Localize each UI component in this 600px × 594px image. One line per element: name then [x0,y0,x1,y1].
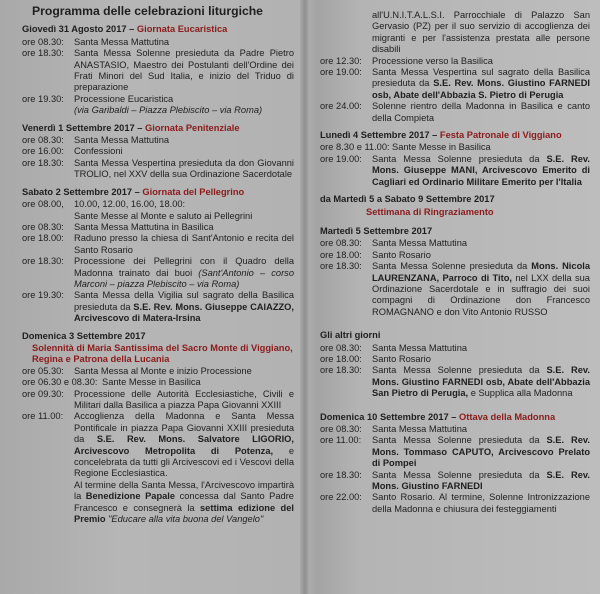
event-desc [74,290,294,324]
award-recipient: all'U.N.I.T.A.L.S.I. Parrocchiale di Palazzo San Gervasio (PZ) per il suo servizio di accoglienza dei migranti e per l'assistenza prestata alle persone disabili [372,10,590,55]
celebrant: S.E. Rev. Mons. Giustino FARNEDI [372,469,590,492]
event-text: Accoglienza della Madonna e Santa Messa Pontificale in piazza Papa Giovanni XXIII presieduta da [74,411,294,445]
event-row [22,256,294,290]
event-row [320,154,590,188]
event-row [22,411,294,479]
event-desc: Processione Eucaristica [74,93,174,104]
event-row [320,365,590,399]
event-desc [372,470,590,493]
day-heading: Martedì 5 Settembre 2017 [320,225,433,236]
event-desc: Santa Messa al Monte e inizio Processione [74,365,252,376]
event-desc: Santa Messa Vespertina presieduta da don Giovanni TROLIO, nel XXV della sua Ordinazione Sacerdotale [74,157,294,180]
event-time: ore 18.30: [22,256,64,267]
day-monday-4 [320,130,590,188]
event-text: Santa Messa Solenne presieduta da [372,261,528,272]
event-row [22,37,294,48]
feast-name: Giornata Eucaristica [136,24,228,35]
event-desc: Solenne rientro della Madonna in Basilica e canto della Compieta [372,101,590,123]
week-name: Settimana di Ringraziamento [366,206,494,217]
event-time: ore 08.30: [22,221,64,232]
event-text: Santa Messa Solenne presieduta da [372,153,540,164]
event-text: Santa Messa Solenne presieduta da [372,435,540,446]
day-date: Venerdì 1 Settembre 2017 [22,122,135,133]
event-desc [74,256,294,290]
event-desc: Santa Messa Mattutina [74,135,170,146]
day-heading: Gli altri giorni [320,330,381,341]
award-edition: settima edizione del Premio [74,502,294,525]
event-time: ore 06.30 e 08.30: [22,377,98,388]
day-friday-1 [22,123,294,181]
event-row [22,290,294,324]
event-row [22,158,294,181]
event-row [22,377,294,388]
day-sunday-3 [22,331,294,526]
event-row [320,492,590,515]
event-time: ore 18.30: [22,157,64,168]
event-desc [372,67,590,101]
event-time: ore 08.30: [320,238,362,249]
event-row [22,366,294,377]
feast-name: Solennità di Maria Santissima del Sacro Monte di Viggiano, Regina e Patrona della Lucania [32,342,293,365]
celebrant: S.E. Rev. Mons. Salvatore LIGORIO, Arcivescovo Metropolita di Potenza, [74,434,294,456]
event-text: nel LXX della sua Ordinazione Sacerdotale e in suffragio dei suoi compagni di Ordinazione don Francesco ROMAGNANO e don Vito Antonio RUSSO [372,272,590,317]
event-time: ore 08.30: [22,36,64,47]
event-time: ore 18.00: [320,353,362,364]
event-time: ore 18.00: [320,249,362,260]
event-row [320,250,590,261]
event-desc [372,435,590,469]
day-thursday-31 [22,24,294,116]
event-time: ore 09.30: [22,388,64,399]
event-desc: Sante Messe in Basilica [392,142,491,153]
event-time: ore 12.30: [320,55,362,66]
day-sunday-10 [320,412,590,516]
celebrant: Mons. Nicola LAURENZANA, Parroco di Tito, [372,261,590,283]
event-desc: Santa Messa Mattutina [372,342,468,353]
day-date: Domenica 10 Settembre 2017 [320,411,449,422]
event-desc: Santa Messa Mattutina [74,36,170,47]
event-row [320,101,590,124]
event-time: ore 19.30: [22,93,64,104]
left-column [22,6,294,531]
event-row [320,424,590,435]
event-row [320,470,590,493]
event-text: Santa Messa Vespertina sul sagrato della Basilica presieduta da [372,67,590,89]
week-range: da Martedì 5 a Sabato 9 Settembre 2017 [320,194,495,205]
event-time: ore 18.30: [320,365,362,376]
celebrant: S.E. Rev. Mons. Giustino FARNEDI osb, Abate dell'Abbazia San Pietro di Perugia, [372,365,590,399]
event-desc [372,154,590,188]
day-heading: Domenica 3 Settembre 2017 [22,330,146,341]
event-row [22,389,294,412]
celebrant: S.E. Rev. Mons. Giuseppe MANI, Arcivescovo Emerito di Cagliari ed Ordinario Militare Emerito per l'Italia [372,153,590,187]
event-row [320,343,590,354]
event-desc: Confessioni [74,146,123,157]
event-text: Santa Messa Solenne presieduta da [372,365,540,376]
event-time: ore 18.00: [22,233,64,244]
event-continuation [22,480,294,526]
event-time: ore 18.30: [320,261,362,272]
event-continuation: Sante Messe al Monte e saluto ai Pellegrini [74,210,253,221]
event-desc: Santa Messa Mattutina in Basilica [74,221,214,232]
event-time: ore 11.00: [320,435,362,446]
event-row [22,48,294,94]
event-desc: Processione delle Autorità Ecclesiastiche, Civili e Militari dalla Basilica a piazza Papa Giovanni XXIII [74,388,294,410]
day-heading: Domenica 10 Settembre 2017 – Ottava della Madonna [320,411,556,422]
feast-name: Festa Patronale di Viggiano [439,130,562,141]
feast-name: Giornata Penitenziale [145,122,240,133]
event-desc: Sante Messe in Basilica [102,377,201,388]
event-time: ore 11.00: [22,411,64,422]
day-other-days [320,330,590,399]
event-text: Santa Messa della Vigilia sul sagrato della Basilica presieduta da [74,290,294,312]
event-text: e concelebrata da tutti gli Arcivescovi ed i Vescovi della Regione Ecclesiastica. [74,445,294,479]
event-time: ore 05.30: [22,365,64,376]
event-row [320,238,590,249]
event-row [320,56,590,67]
event-row [22,146,294,157]
event-row [320,261,590,318]
procession-route: (Sant'Antonio – corso Marconi – piazza Plebiscito – via Roma) [74,267,294,289]
event-text: Santa Messa Solenne presieduta da [372,469,540,480]
day-date: Lunedì 4 Settembre 2017 [320,130,430,141]
event-row [320,435,590,469]
event-time: ore 18.30: [320,469,362,480]
event-desc: Santa Messa Solenne presieduta da Padre Pietro ANASTASIO, Maestro dei Postulanti dell'Ordine dei Frati Minori del Sud Italia, e inizio del Triduo di preparazione [74,48,294,93]
celebrant: S.E. Rev. Mons. Giuseppe CAIAZZO, Arcivescovo di Matera-Irsina [74,301,294,324]
celebrant: S.E. Rev. Mons. Tommaso CAPUTO, Arcivescovo Prelato di Pompei [372,435,590,469]
event-desc: Santa Messa Mattutina [372,238,468,249]
day-tuesday-5 [320,226,590,318]
event-time: ore 22.00: [320,492,362,503]
event-text: concessa dal Santo Padre Francesco e consegnerà la [74,491,294,513]
event-time: ore 8.30 e 11.00: [320,142,390,153]
event-text: Al termine della Santa Messa, l'Arcivescovo impartirà la [74,479,294,502]
page-fold [300,0,310,594]
event-desc: 10.00, 12.00, 16.00, 18.00: [74,199,186,210]
procession-route: (via Garibaldi – Piazza Plebiscito – via Roma) [74,105,263,116]
day-date: Sabato 2 Settembre 2017 [22,186,133,197]
event-desc: Raduno presso la chiesa di Sant'Antonio e recita del Santo Rosario [74,233,294,255]
event-desc [372,261,590,318]
page-title: Programma delle celebrazioni liturgiche [32,4,263,18]
event-time: ore 19.30: [22,290,64,301]
event-time: ore 08.30: [320,342,362,353]
event-desc: Santa Messa Mattutina [372,424,468,434]
event-row [22,94,294,105]
event-time: ore 16.00: [22,146,64,157]
day-heading: Giovedì 31 Agosto 2017 – Giornata Eucaristica [22,24,228,35]
feast-name: Ottava della Madonna [459,411,556,422]
day-heading: Sabato 2 Settembre 2017 – Giornata del Pellegrino [22,186,245,197]
day-saturday-2 [22,187,294,325]
right-column [320,10,590,521]
event-row [22,222,294,233]
event-row [320,142,590,153]
blessing: Benedizione Papale [85,491,176,502]
day-heading: Lunedì 4 Settembre 2017 – Festa Patronale di Viggiano [320,130,562,141]
event-desc: Santo Rosario [372,249,431,260]
award-name: "Educare alla vita buona del Vangelo" [108,514,264,525]
event-text: Processione dei Pellegrini con il Quadro della Madonna trainato dai buoi [74,256,294,278]
celebrant: S.E. Rev. Mons. Giustino FARNEDI osb, Abate dell'Abbazia S. Pietro di Perugia [372,78,590,100]
event-text: e Supplica alla Madonna [470,388,573,399]
day-date: Giovedì 31 Agosto 2017 [22,24,127,35]
event-time: ore 19.00: [320,67,362,78]
event-row [22,233,294,256]
event-desc [372,365,590,399]
day-heading: Venerdì 1 Settembre 2017 – Giornata Penitenziale [22,122,240,133]
event-row [22,199,294,210]
event-time: ore 18.30: [22,48,64,59]
event-row [320,67,590,101]
feast-name: Giornata del Pellegrino [142,186,245,197]
event-time: ore 08.00, [22,199,64,210]
event-desc: Processione verso la Basilica [372,55,493,66]
event-time: ore 24.00: [320,101,362,112]
event-time: ore 08.30: [320,424,362,434]
event-desc: Santo Rosario. Al termine, Solenne Intronizzazione della Madonna e chiusura dei festeggiamenti [372,492,590,514]
event-desc: Santo Rosario [372,353,431,364]
event-time: ore 19.00: [320,153,362,164]
event-desc [74,411,294,479]
event-row [320,354,590,365]
event-row [22,135,294,146]
event-time: ore 08.30: [22,135,64,146]
